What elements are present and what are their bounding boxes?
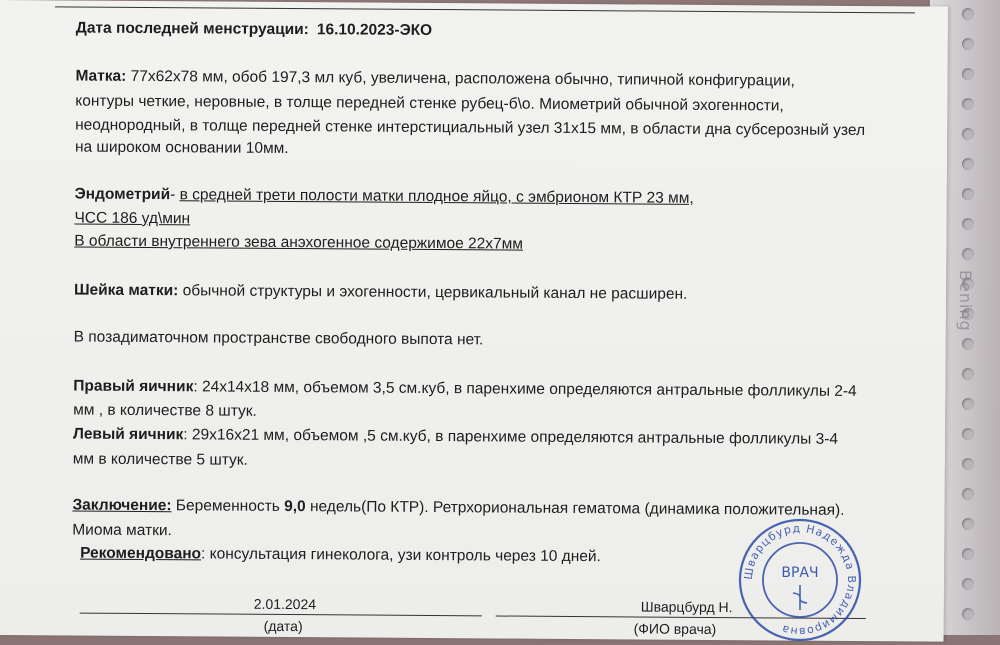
cervix-text: обычной структуры и эхогенности, цервикальный канал не расширен. xyxy=(178,282,688,303)
date-value: 2.01.2024 xyxy=(253,595,317,613)
right-ovary-label: Правый яичник xyxy=(73,377,194,396)
cervix-label: Шейка матки: xyxy=(73,281,179,300)
left-ovary-label: Левый яичник xyxy=(72,425,184,444)
conclusion-weeks: 9,0 xyxy=(284,497,306,516)
endometrium-line-1 xyxy=(75,185,694,209)
doctor-stamp xyxy=(735,515,865,645)
endometrium-label: Эндометрий xyxy=(74,185,171,204)
conclusion-line-1 xyxy=(72,496,844,521)
recommended-text: : консультация гинеколога, узи контроль через 10 дней. xyxy=(201,545,601,566)
uterus-line-2: контуры четкие, неровные, в толще передней стенке рубец-б\о. Миометрий обычной эхогенности, xyxy=(75,92,784,115)
sheet-brand-text: Bening xyxy=(956,270,975,332)
lmp-label: Дата последней менструации: xyxy=(75,19,309,39)
lmp-value: 16.10.2023-ЭКО xyxy=(316,21,433,40)
left-ovary-text-1: : 29х16х21 мм, объемом ,5 см.куб, в паренхиме определяются антральные фолликулы 3-4 xyxy=(183,426,839,448)
stamp-center-text: ВРАЧ xyxy=(781,565,819,581)
doctor-name-value: Шварцбурд Н. xyxy=(640,598,733,616)
lmp-line xyxy=(76,19,432,41)
left-ovary-line-2: мм в количестве 5 штук. xyxy=(72,450,248,469)
endometrium-line-2: ЧСС 186 уд\мин xyxy=(74,209,191,228)
uterus-label: Матка: xyxy=(75,67,127,85)
date-caption: (дата) xyxy=(263,617,303,635)
endometrium-line-3: В области внутреннего зева анэхогенное содержимое 22х7мм xyxy=(74,232,524,253)
uterus-line-1 xyxy=(75,67,794,92)
endometrium-text-1: в средней трети полости матки плодное яйцо, с эмбрионом КТР 23 мм, xyxy=(179,186,694,207)
endometrium-dash: - xyxy=(170,186,180,204)
date-signature-line xyxy=(80,613,482,617)
recommended-line xyxy=(80,544,601,568)
conclusion-label: Заключение: xyxy=(72,496,172,515)
pouch-line: В позадиматочном пространстве свободного выпота нет. xyxy=(73,328,484,349)
conclusion-line-2: Миома матки. xyxy=(72,521,172,540)
uterus-text-1: 77х62х78 мм, обоб 197,3 мл куб, увеличена, расположена обычно, типичной конфигурации, xyxy=(126,67,795,90)
recommended-label: Рекомендовано xyxy=(80,544,202,563)
cervix-line xyxy=(74,281,688,305)
right-ovary-text-1: : 24х14х18 мм, объемом 3,5 см.куб, в паренхиме определяются антральные фолликулы 2-4 xyxy=(193,378,857,400)
left-ovary-line-1 xyxy=(73,425,838,450)
stamp-ring-text: Шварцбурд Надежда Владимировна xyxy=(741,521,859,639)
right-ovary-line-1 xyxy=(73,377,857,402)
right-ovary-line-2: мм , в количестве 8 штук. xyxy=(73,401,257,420)
uterus-line-3: неоднородный, в толще передней стенке интерстициальный узел 31х15 мм, в области дна субсерозный узел xyxy=(75,116,866,140)
conclusion-text-2: недель(По КТР). Ретрхориональная гематома (динамика положительная). xyxy=(305,498,845,519)
conclusion-text-1: Беременность xyxy=(171,497,285,515)
uterus-line-4: на широком основании 10мм. xyxy=(74,138,289,158)
doctor-caption: (ФИО врача) xyxy=(633,620,717,638)
caduceus-icon xyxy=(793,585,807,610)
